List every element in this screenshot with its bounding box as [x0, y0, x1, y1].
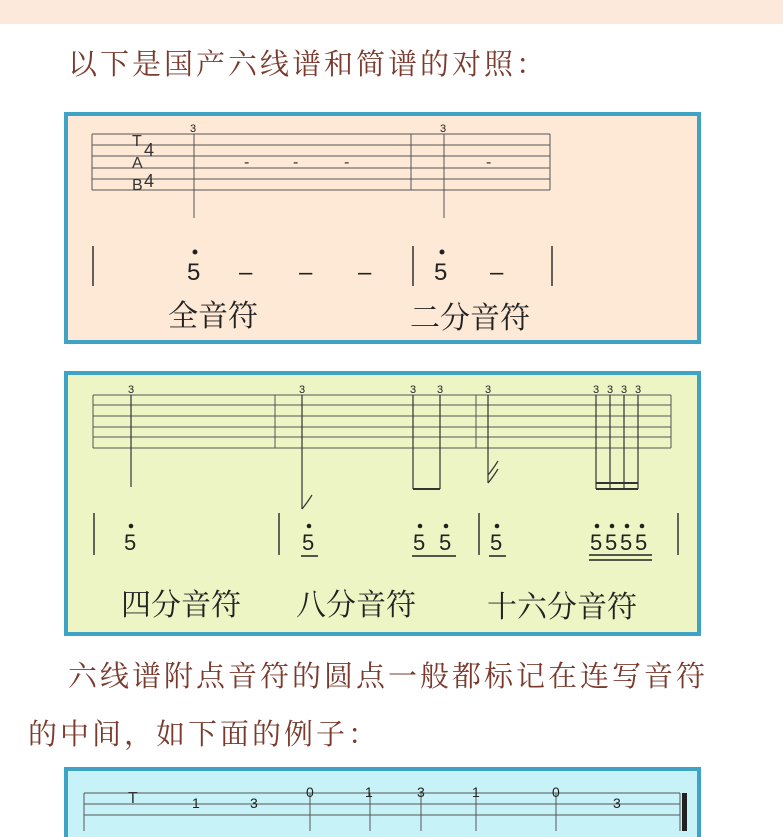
tab-staff-1: [68, 116, 697, 340]
jianpu-note: 5: [490, 530, 503, 555]
fret-number: 3: [621, 384, 628, 396]
hold-dash: -: [486, 154, 492, 171]
jianpu-note: 5: [434, 259, 448, 286]
tab-letter: B: [132, 177, 143, 194]
fret-number: 3: [410, 384, 417, 396]
time-sig-top: 4: [144, 140, 155, 160]
fret-number: 3: [635, 384, 642, 396]
fret-number: 0: [552, 784, 560, 800]
hold-dash: -: [293, 154, 299, 171]
fret-number: 0: [306, 784, 314, 800]
tab-letter: A: [132, 155, 143, 172]
top-banner: [0, 0, 783, 24]
fret-number: 3: [190, 123, 197, 135]
jianpu-dash: –: [358, 259, 372, 286]
tab-panel-dotted-example: [64, 767, 701, 837]
caption-half-note: 二分音符: [410, 301, 530, 336]
jianpu-note: 5: [590, 530, 603, 555]
tab-letter: T: [132, 133, 142, 150]
caption-sixteenth-note: 十六分音符: [487, 590, 637, 625]
tab-panel-quarter-eighth-sixteenth: [64, 371, 701, 636]
fret-number: 1: [365, 784, 373, 800]
paragraph-line-2: 的中间，如下面的例子：: [28, 717, 381, 751]
caption-whole-note: 全音符: [168, 299, 258, 334]
jianpu-note: 5: [124, 530, 137, 555]
fret-number: 3: [593, 384, 600, 396]
jianpu-dash: –: [299, 259, 313, 286]
fret-number: 3: [128, 384, 135, 396]
jianpu-dash: –: [490, 259, 504, 286]
time-sig-bottom: 4: [144, 171, 155, 191]
fret-number: 3: [485, 384, 492, 396]
caption-eighth-note: 八分音符: [296, 588, 416, 623]
fret-number: 3: [607, 384, 614, 396]
jianpu-dash: –: [239, 259, 253, 286]
hold-dash: -: [244, 154, 250, 171]
fret-number: 3: [299, 384, 306, 396]
hold-dash: -: [344, 154, 350, 171]
tab-staff-2: [68, 375, 697, 632]
jianpu-note: 5: [620, 530, 633, 555]
jianpu-note: 5: [413, 530, 426, 555]
tab-staff-3: [68, 771, 697, 831]
fret-number: 1: [192, 795, 200, 811]
jianpu-note: 5: [439, 530, 452, 555]
jianpu-note: 5: [605, 530, 618, 555]
fret-number: 3: [250, 795, 258, 811]
caption-quarter-note: 四分音符: [121, 588, 241, 623]
fret-number: 1: [472, 784, 480, 800]
jianpu-note: 5: [635, 530, 648, 555]
jianpu-note: 5: [187, 259, 201, 286]
jianpu-note: 5: [302, 530, 315, 555]
tab-panel-whole-half: [64, 112, 701, 344]
paragraph-line-1: 六线谱附点音符的圆点一般都标记在连写音符: [68, 659, 709, 693]
fret-number: 3: [440, 123, 447, 135]
fret-number: 3: [437, 384, 444, 396]
intro-text: 以下是国产六线谱和简谱的对照：: [68, 47, 549, 81]
tab-letter: T: [128, 790, 138, 807]
fret-number: 3: [613, 795, 621, 811]
fret-number: 3: [417, 784, 425, 800]
